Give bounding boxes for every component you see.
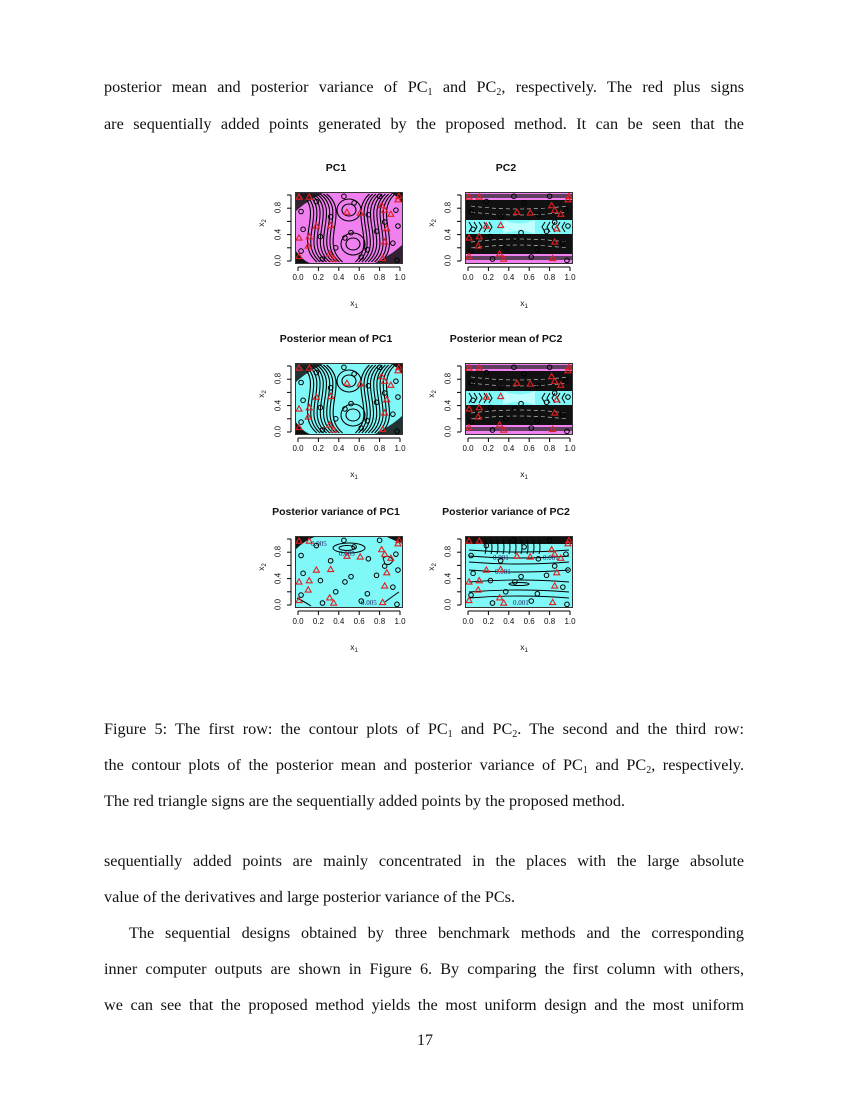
body-text-line: inner computer outputs are shown in Figure 6. By comparing the first column with others, [104, 960, 744, 978]
x-axis-label [509, 642, 539, 652]
y-axis-label [426, 563, 436, 571]
subscript: 2 [261, 219, 268, 223]
subscript: 1 [524, 304, 528, 310]
subscript: 2 [646, 765, 652, 776]
panel-title: Posterior variance of PC2 [442, 506, 570, 518]
axis-label-text: x [520, 298, 525, 308]
y-tick-label: 0.4 [273, 228, 283, 240]
text: and PC [432, 78, 497, 96]
y-tick-label: 0.0 [443, 598, 453, 611]
svg-text:0.005: 0.005 [311, 540, 327, 548]
body-text-line: we can see that the proposed method yields the most uniform design and the most uniform [104, 996, 744, 1014]
x-tick-label: 0.4 [333, 273, 345, 282]
text: and PC [452, 720, 513, 738]
panel-title: PC2 [495, 162, 517, 174]
x-tick-label: 0.2 [482, 617, 494, 626]
axis-label-text: x [350, 642, 355, 652]
svg-text:0.001: 0.001 [495, 568, 511, 576]
x-tick-label: 0.0 [462, 617, 474, 626]
panel-title: Posterior mean of PC2 [449, 333, 563, 345]
subscript: 1 [524, 648, 528, 654]
x-tick-label: 0.0 [462, 444, 474, 453]
contour-plot-panel [251, 333, 421, 483]
x-tick-label: 0.0 [462, 273, 474, 282]
y-tick-label: 0.0 [273, 598, 283, 611]
x-tick-label: 0.6 [353, 617, 365, 626]
x-tick-label: 0.4 [503, 444, 515, 453]
caption-line [104, 719, 744, 739]
svg-text:0.001: 0.001 [493, 554, 509, 562]
x-tick-label: 0.0 [292, 444, 304, 453]
x-tick-label: 1.0 [564, 444, 576, 453]
subscript: 1 [354, 475, 358, 481]
y-tick-label: 0.8 [443, 373, 453, 385]
x-tick-label: 0.0 [292, 273, 304, 282]
svg-text:0.001: 0.001 [543, 554, 559, 562]
axis-label-text: x [255, 393, 266, 398]
axis-label-text: x [255, 222, 266, 227]
text: and PC [587, 756, 647, 774]
x-axis-label [339, 298, 369, 308]
body-text-line: The sequential designs obtained by three benchmark methods and the corresponding [129, 924, 744, 942]
y-tick-label: 0.8 [273, 202, 283, 214]
y-tick-label: 0.4 [273, 399, 283, 411]
caption-line [104, 755, 744, 775]
contour-plot-panel [251, 162, 421, 312]
axis-label-text: x [350, 298, 355, 308]
x-tick-label: 1.0 [564, 273, 576, 282]
x-tick-label: 0.8 [374, 617, 386, 626]
x-tick-label: 0.4 [503, 273, 515, 282]
x-tick-label: 0.8 [544, 617, 556, 626]
x-tick-label: 0.4 [333, 444, 345, 453]
text: , respectively. The red plus signs [501, 78, 744, 96]
y-tick-label: 0.0 [273, 425, 283, 438]
subscript: 1 [582, 765, 588, 776]
x-tick-label: 1.0 [394, 273, 406, 282]
axis-label-text: x [425, 222, 436, 227]
x-tick-label: 0.4 [503, 617, 515, 626]
subscript: 2 [431, 563, 438, 567]
x-tick-label: 0.6 [353, 273, 365, 282]
text: posterior mean and posterior variance of PC [104, 78, 428, 96]
panel-title: Posterior variance of PC1 [272, 506, 400, 518]
x-tick-label: 1.0 [564, 617, 576, 626]
x-axis-label [339, 469, 369, 479]
y-axis-label [426, 219, 436, 227]
subscript: 2 [261, 390, 268, 394]
x-tick-label: 0.6 [523, 617, 535, 626]
caption-line: The red triangle signs are the sequentially added points by the proposed method. [104, 792, 626, 810]
axis-label-text: x [425, 393, 436, 398]
subscript: 1 [447, 729, 453, 740]
y-tick-label: 0.8 [273, 546, 283, 558]
subscript: 2 [431, 219, 438, 223]
svg-text:0.005: 0.005 [339, 550, 355, 558]
text: the contour plots of the posterior mean and posterior variance of PC [104, 756, 583, 774]
x-tick-label: 0.8 [374, 444, 386, 453]
x-tick-label: 0.2 [312, 273, 324, 282]
x-tick-label: 1.0 [394, 617, 406, 626]
subscript: 2 [431, 390, 438, 394]
axis-label-text: x [520, 469, 525, 479]
y-axis-label [426, 390, 436, 398]
axis-label-text: x [425, 566, 436, 571]
panel-title: PC1 [325, 162, 347, 174]
axis-label-text: x [520, 642, 525, 652]
subscript: 2 [512, 729, 518, 740]
x-tick-label: 0.0 [292, 617, 304, 626]
text: , respectively. [651, 756, 745, 774]
x-tick-label: 0.4 [333, 617, 345, 626]
y-tick-label: 0.8 [273, 373, 283, 385]
x-tick-label: 0.8 [374, 273, 386, 282]
y-tick-label: 0.8 [443, 546, 453, 558]
y-axis-label [256, 390, 266, 398]
subscript: 2 [261, 563, 268, 567]
body-text-line: sequentially added points are mainly concentrated in the places with the large absolute [104, 852, 744, 870]
y-axis-label [256, 563, 266, 571]
subscript: 1 [354, 648, 358, 654]
x-axis-label [339, 642, 369, 652]
text: Figure 5: The first row: the contour plots of PC [104, 720, 448, 738]
contour-plot-panel [421, 162, 591, 312]
svg-text:0.001: 0.001 [513, 599, 529, 607]
panel-title: Posterior mean of PC1 [279, 333, 393, 345]
y-tick-label: 0.0 [443, 425, 453, 438]
subscript: 1 [524, 475, 528, 481]
text: . The second and the third row: [517, 720, 744, 738]
subscript: 2 [496, 87, 502, 98]
y-tick-label: 0.4 [443, 228, 453, 240]
y-tick-label: 0.0 [443, 254, 453, 267]
contour-plot-panel [251, 506, 421, 656]
x-tick-label: 0.8 [544, 444, 556, 453]
x-axis-label [509, 469, 539, 479]
y-tick-label: 0.4 [443, 572, 453, 584]
x-axis-label [509, 298, 539, 308]
x-tick-label: 0.2 [482, 273, 494, 282]
y-tick-label: 0.0 [273, 254, 283, 267]
body-text-line: value of the derivatives and large posterior variance of the PCs. [104, 888, 515, 906]
x-tick-label: 1.0 [394, 444, 406, 453]
body-text-line: are sequentially added points generated by the proposed method. It can be seen that the [104, 115, 744, 133]
y-tick-label: 0.8 [443, 202, 453, 214]
x-tick-label: 0.6 [523, 273, 535, 282]
body-text-line [104, 77, 744, 97]
y-axis-label [256, 219, 266, 227]
x-tick-label: 0.8 [544, 273, 556, 282]
axis-label-text: x [350, 469, 355, 479]
axis-label-text: x [255, 566, 266, 571]
svg-text:0.005: 0.005 [361, 599, 377, 607]
contour-plot-panel [421, 506, 591, 656]
x-tick-label: 0.2 [312, 617, 324, 626]
contour-plot-panel [421, 333, 591, 483]
subscript: 1 [427, 87, 433, 98]
page-number: 17 [417, 1032, 433, 1049]
x-tick-label: 0.2 [482, 444, 494, 453]
x-tick-label: 0.6 [523, 444, 535, 453]
y-tick-label: 0.4 [443, 399, 453, 411]
x-tick-label: 0.2 [312, 444, 324, 453]
y-tick-label: 0.4 [273, 572, 283, 584]
subscript: 1 [354, 304, 358, 310]
x-tick-label: 0.6 [353, 444, 365, 453]
